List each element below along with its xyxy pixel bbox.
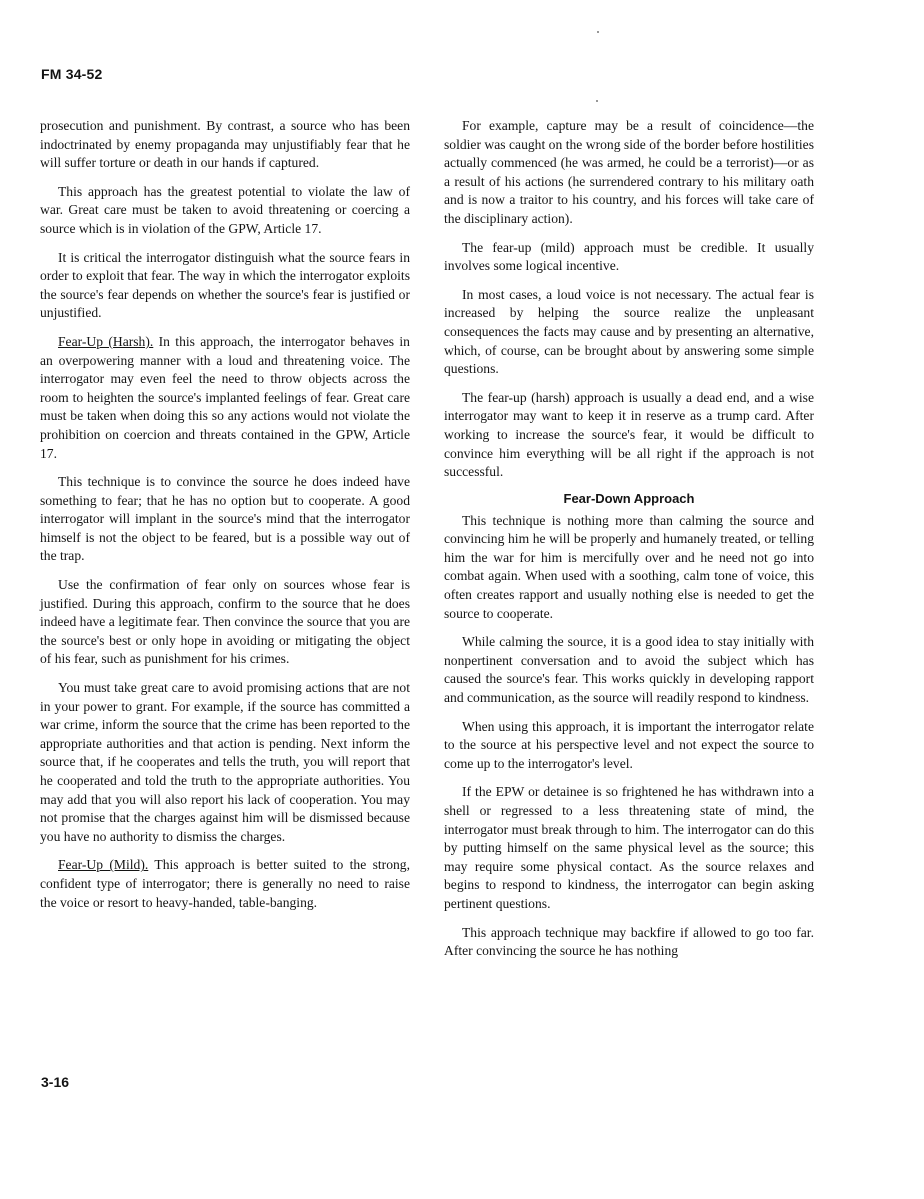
paragraph: Use the confirmation of fear only on sources whose fear is justified. During this approach, confirm to the source that he does indeed have a legitimate fear. Then convince the source that you are the source's best or only hope in avoiding or mitigating the object of his fear, such as punishment for his crimes. [40, 577, 410, 667]
paragraph-fear-up-harsh: Fear-Up (Harsh). In this approach, the interrogator behaves in an overpowering manner with a loud and threatening voice. The interrogator may even feel the need to throw objects across the room to heighten the source's implanted feelings of fear. Great care must be taken when doing this so any actions would not violate the prohibition on coercion and threats contained in the GPW, Article 17. [40, 333, 410, 461]
paragraph: The fear-up (mild) approach must be credible. It usually involves some logical incentive. [444, 239, 814, 274]
paragraph: prosecution and punishment. By contrast, a source who has been indoctrinated by enemy propaganda may unjustifiably fear that he will suffer torture or death in our hands if captured. [40, 118, 410, 171]
paragraph: This technique is to convince the source he does indeed have something to fear; that he has no option but to cooperate. A good interrogator will implant in the source's mind that the interrogator himself is not the object to be feared, but is a possible way out of the trap. [40, 474, 410, 564]
scan-speck [596, 100, 598, 102]
right-text-column [444, 117, 814, 971]
paragraph: If the EPW or detainee is so frightened he has withdrawn into a shell or regressed to a less threatening state of mind, the interrogator must break through to him. The interrogator can do this by putting himself on the same physical level as the source; this may require some physical contact. As the source relaxes and begins to respond to kindness, the interrogator can begin asking pertinent questions. [444, 784, 814, 911]
paragraph: You must take great care to avoid promising actions that are not in your power to grant. For example, if the source has committed a war crime, inform the source that the crime has been reported to the appropriate authorities and that action is pending. Next inform the source that, if he cooperates and tells the truth, you will report that he cooperated and told the truth to the appropriate authorities. You may add that you will also report his lack of cooperation. You may not promise that the charges against him will be dismissed because you have no authority to dismiss the charges. [40, 680, 410, 844]
run-in-heading-fear-up-harsh: Fear-Up (Harsh). [58, 333, 154, 349]
paragraph: When using this approach, it is important the interrogator relate to the source at his perspective level and not expect the source to come up to the interrogator's level. [444, 718, 814, 771]
document-id-header: FM 34-52 [41, 66, 103, 82]
run-in-heading-fear-up-mild: Fear-Up (Mild). [58, 857, 149, 873]
page-number: 3-16 [41, 1074, 70, 1090]
paragraph-fear-up-mild: Fear-Up (Mild). This approach is better suited to the strong, confident type of interrogator; there is generally no need to raise the voice or resort to heavy-handed, table-banging. [40, 857, 410, 910]
section-heading-fear-down: Fear-Down Approach [563, 490, 695, 506]
paragraph: It is critical the interrogator distinguish what the source fears in order to exploit that fear. The way in which the interrogator exploits the source's fear depends on whether the source's fear is justified or unjustified. [40, 249, 410, 321]
paragraph: While calming the source, it is a good idea to stay initially with nonpertinent conversation and to avoid the subject which has caused the source's fear. This works quickly in developing rapport and communication, as the source will readily respond to kindness. [444, 634, 814, 706]
paragraph: This approach technique may backfire if allowed to go too far. After convincing the source he has nothing [444, 924, 814, 959]
left-text-column [40, 117, 410, 922]
scan-speck [597, 31, 599, 33]
paragraph: This approach has the greatest potential to violate the law of war. Great care must be taken to avoid threatening or coercing a source which is in violation of the GPW, Article 17. [40, 183, 410, 236]
paragraph: For example, capture may be a result of coincidence—the soldier was caught on the wrong side of the border before hostilities actually commenced (he was armed, he could be a terrorist)—or as a result of his actions (he surrendered contrary to his military oath and is now a traitor to his country, and his forces will take care of the disciplinary action). [444, 118, 814, 226]
paragraph: This technique is nothing more than calming the source and convincing him he will be properly and humanely treated, or telling him the war for him is mercifully over and he need not go into combat again. When used with a soothing, calm tone of voice, this often creates rapport and usually nothing else is needed to get the source to cooperate. [444, 512, 814, 621]
paragraph: In most cases, a loud voice is not necessary. The actual fear is increased by helping the source realize the unpleasant consequences the facts may cause and by presenting an alternative, which, of course, can be brought about by answering some simple questions. [444, 286, 814, 377]
paragraph: The fear-up (harsh) approach is usually a dead end, and a wise interrogator may want to keep it in reserve as a trump card. After working to increase the source's fear, it would be difficult to convince him everything will be all right if the approach is not successful. [444, 389, 814, 480]
